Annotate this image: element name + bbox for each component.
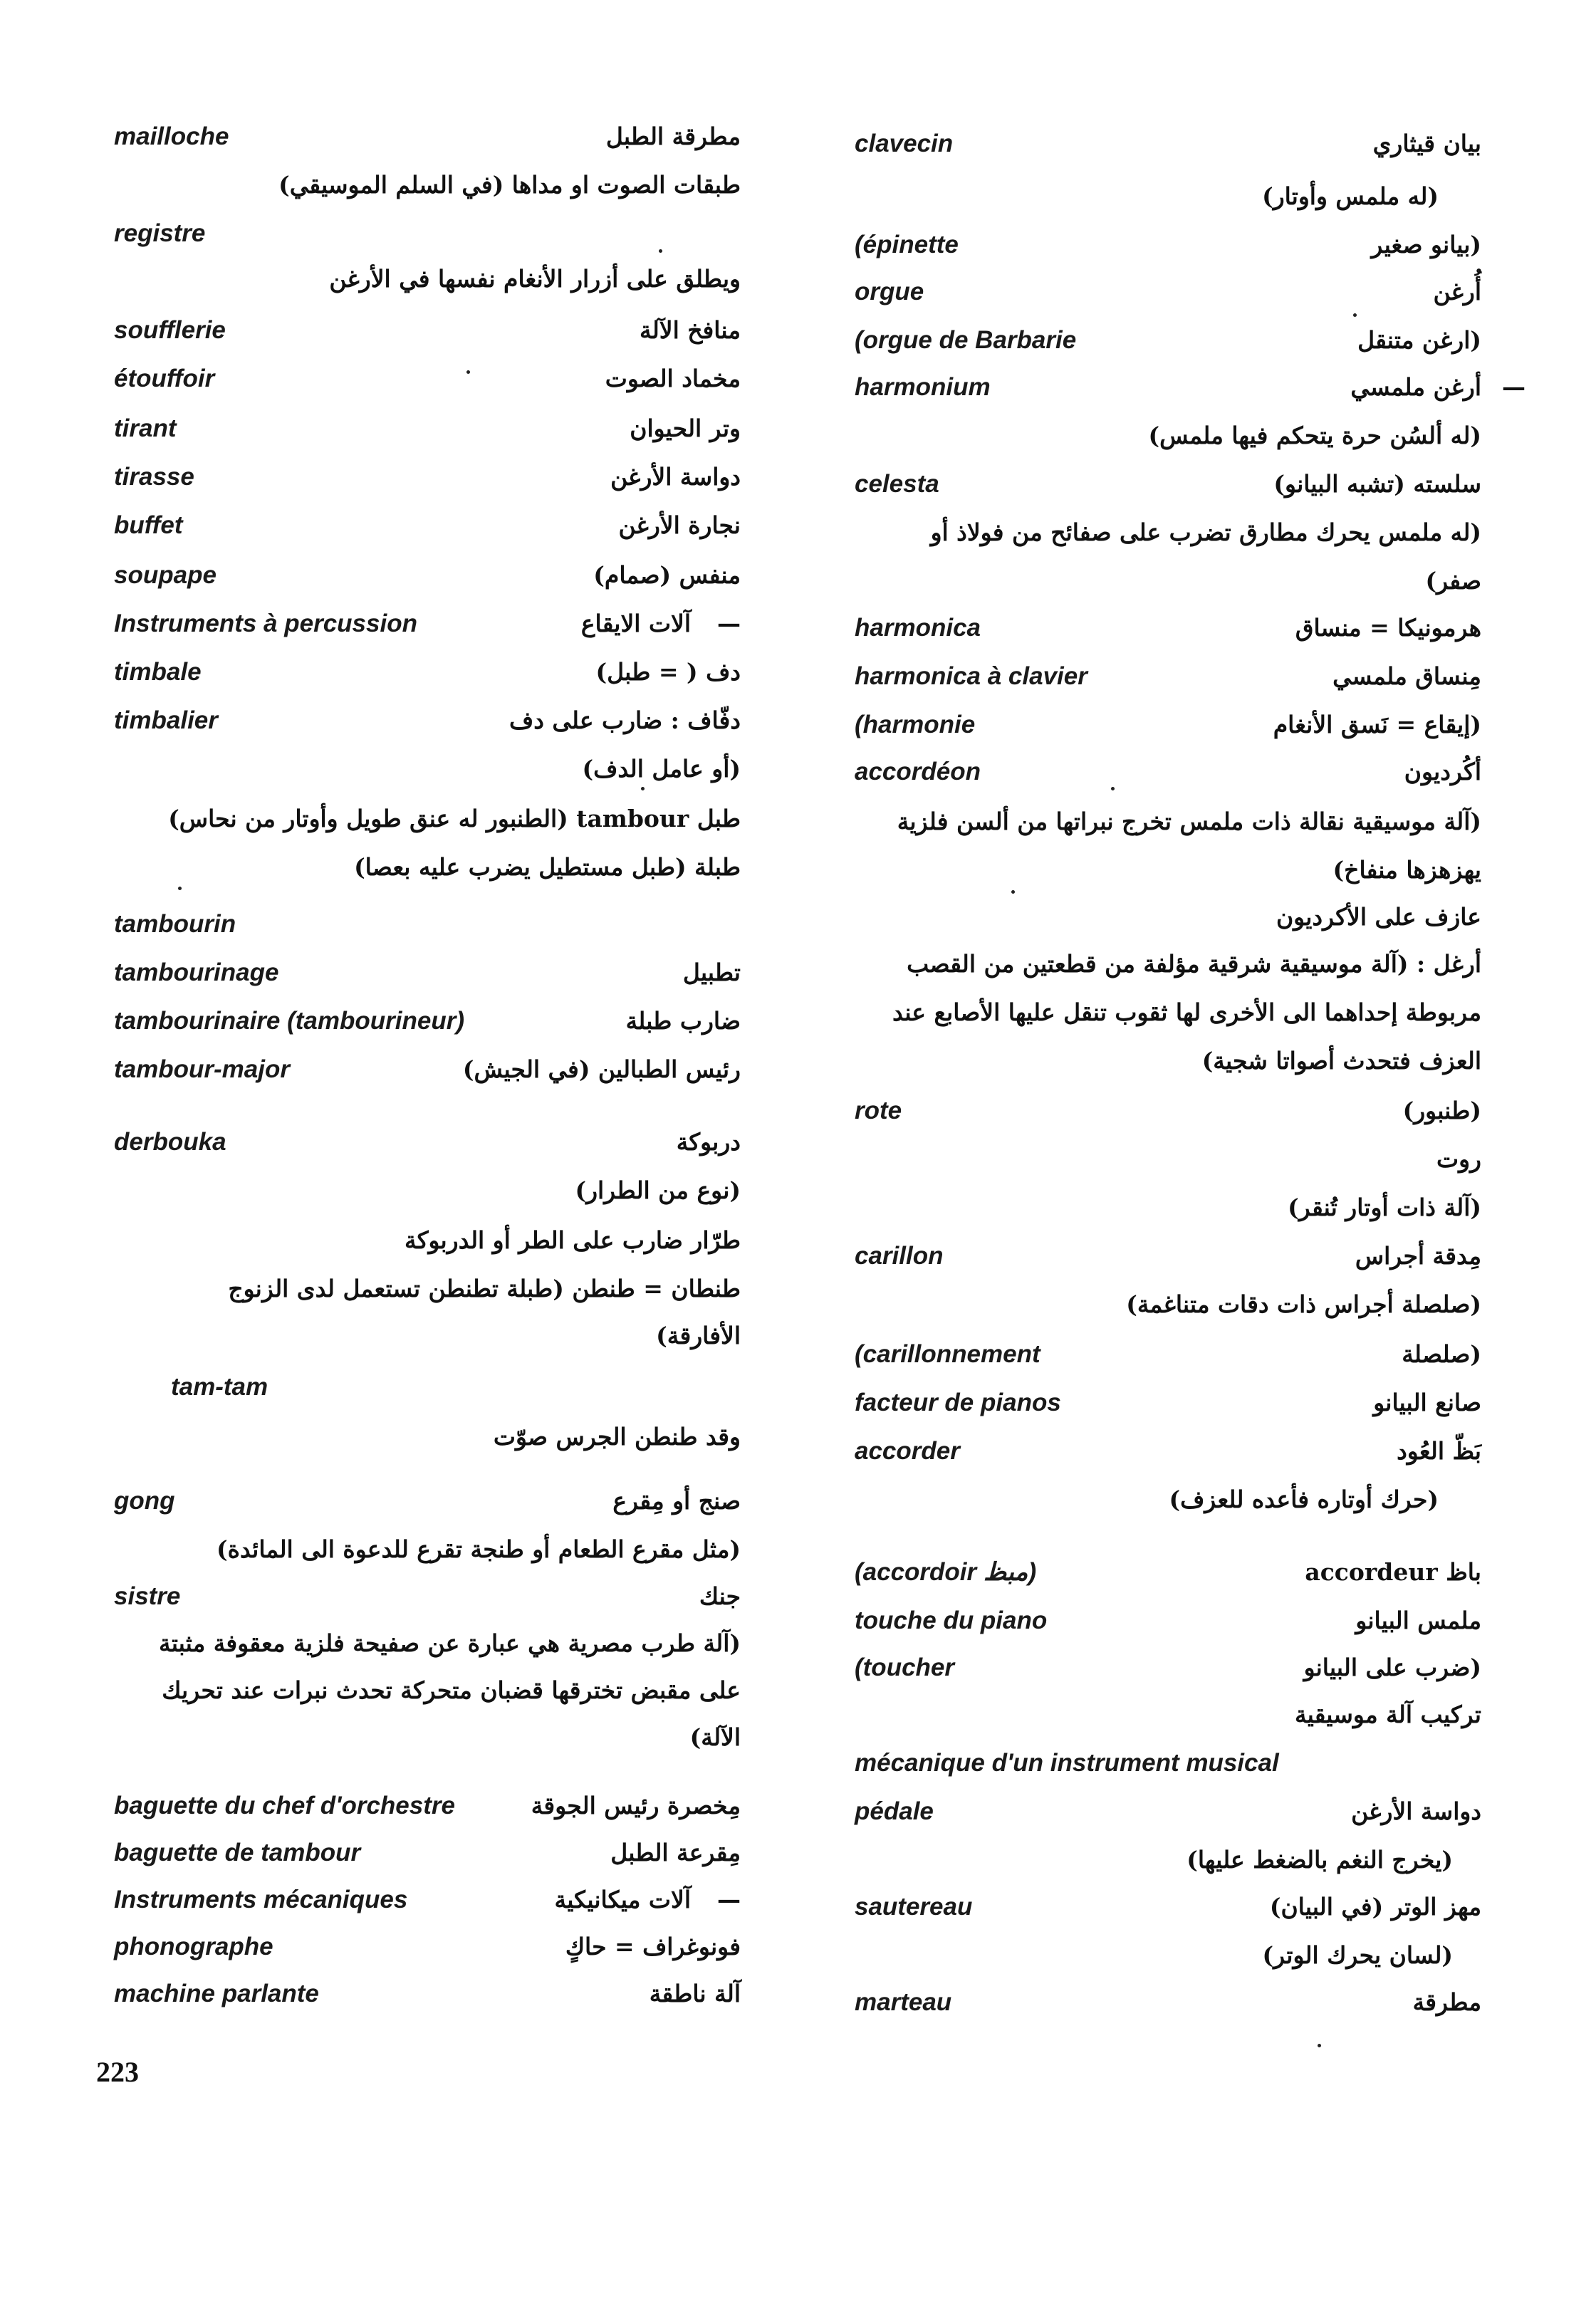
arabic-gloss: صفر) [1425,567,1481,595]
arabic-term: مِخصرة رئيس الجوقة [531,1792,741,1819]
arabic-term: صنج أو مِقرع [612,1487,741,1515]
arabic-term: منافخ الآلة [640,316,741,344]
arabic-gloss: على مقبض تخترقها قضبان متحركة تحدث نبرات عند تحريك [162,1676,741,1704]
french-term: mécanique d'un instrument musical [855,1749,1279,1777]
french-term: Instruments mécaniques [114,1886,408,1913]
arabic-gloss: (له ألسُن حرة يتحكم فيها ملمس) [1148,422,1481,449]
french-term: pédale [855,1797,934,1825]
french-term: tirasse [114,463,194,491]
arabic-term: دواسة الأرغن [610,463,741,491]
arabic-term: جنك [699,1582,741,1610]
french-term: machine parlante [114,1980,319,2007]
arabic-gloss: طنطان = طنطن (طبلة تطنطن تستعمل لدى الزنوج [228,1275,741,1302]
french-term: mailloche [114,122,229,150]
arabic-gloss: (نوع من الطرار) [575,1176,741,1204]
arabic-gloss: (آلة ذات أوتار تُنقر) [1288,1194,1481,1221]
arabic-term: سلسته (تشبه البيانو) [1273,470,1481,498]
french-term: (orgue de Barbarie [855,326,1077,354]
scan-speck [641,787,645,790]
arabic-gloss: عازف على الأكرديون [1276,903,1481,931]
french-term: sistre [114,1582,181,1610]
arabic-term: (ارغن متنقل [1357,326,1481,354]
scan-speck [466,370,470,374]
french-term: (harmonie [855,711,976,738]
arabic-term: مخماد الصوت [605,365,741,392]
arabic-term: مهز الوتر (في البيان) [1269,1893,1481,1921]
arabic-term: (طنبور) [1402,1097,1481,1124]
french-term: tirant [114,414,177,442]
arabic-gloss: (أو عامل الدف) [582,755,741,783]
french-term: timbale [114,658,202,686]
french-term: touche du piano [855,1607,1048,1634]
arabic-gloss: (آلة طرب مصرية هي عبارة عن صفيحة فلزية معقوفة مثبتة [159,1629,741,1657]
french-term: tambour-major [114,1055,290,1083]
arabic-gloss: (حرك أوتاره فأعده للعزف) [1169,1485,1439,1513]
french-term: timbalier [114,706,218,734]
arabic-term: دواسة الأرغن [1351,1797,1481,1825]
arabic-gloss: (يخرج النغم بالضغط عليها) [1186,1846,1453,1874]
french-term: derbouka [114,1128,226,1156]
arabic-term: دربوكة [676,1128,741,1156]
french-term: rote [855,1097,902,1124]
french-term: registre [114,219,206,247]
arabic-term: منفس (صمام) [593,561,741,589]
arabic-term: مِقرعة الطبل [610,1839,741,1866]
arabic-term: بيان قيثاري [1372,130,1481,157]
arabic-gloss: طبقات الصوت او مداها (في السلم الموسيقي) [278,171,741,199]
arabic-term: تطبيل [682,959,741,986]
french-term: accordéon [855,758,981,785]
right-column [855,121,1525,2058]
french-term: harmonica à clavier [855,662,1088,690]
french-term: celesta [855,470,939,498]
arabic-term: مِنساق ملمسي [1332,662,1481,690]
left-column [114,121,741,2058]
french-term: sautereau [855,1893,973,1921]
french-term: carillon [855,1242,944,1270]
arabic-term: أكُرديون [1404,758,1481,785]
arabic-term: آلات ميكانيكية [554,1886,691,1913]
french-term: clavecin [855,130,954,157]
arabic-term: هرمونيكا = منساق [1295,614,1481,642]
arabic-term: رئيس الطبالين (في الجيش) [462,1055,741,1083]
arabic-term: بَظّ العُود [1397,1437,1481,1465]
arabic-term: آلة ناطقة [649,1980,741,2007]
arabic-term: وتر الحيوان [630,414,741,442]
arabic-term: (ضرب على البيانو [1303,1654,1481,1681]
arabic-gloss: روت [1436,1145,1481,1173]
french-term: (accordoir مبظ) [855,1558,1037,1586]
scan-speck [659,249,662,253]
arabic-term: ضارب طبلة [625,1007,741,1035]
arabic-gloss: الآلة) [689,1723,741,1751]
french-term: gong [114,1487,175,1515]
arabic-term: (صلصلة [1402,1340,1481,1368]
french-term: marteau [855,1988,952,2016]
arabic-term: نجارة الأرغن [618,511,741,539]
french-term: harmonica [855,614,981,642]
arabic-term: دفّاف : ضارب على دف [509,706,741,734]
arabic-gloss: أرغل : (آلة موسيقية شرقية مؤلفة من قطعتين من القصب [907,950,1481,978]
arabic-term: (بيانو صغير [1371,231,1481,258]
french-term: orgue [855,278,924,306]
french-term: baguette de tambour [114,1839,361,1866]
arabic-gloss: (لسان يحرك الوتر) [1262,1941,1453,1969]
arabic-gloss: طبلة (طبل مستطيل يضرب عليه بعصا) [354,853,741,881]
arabic-term: (إيقاع = نَسق الأنغام [1273,711,1481,738]
section-dash: — [1502,373,1525,401]
arabic-gloss: ويطلق على أزرار الأنغام نفسها في الأرغن [329,265,741,293]
arabic-term: أُرغن [1433,278,1481,306]
french-term: (toucher [855,1654,954,1681]
arabic-term: ملمس البيانو [1355,1607,1481,1634]
french-term: (carillonnement [855,1340,1040,1368]
arabic-term: مِدقة أجراس [1355,1242,1481,1270]
arabic-term: دف ( = طبل) [595,658,741,686]
arabic-gloss: (مثل مقرع الطعام أو طنجة تقرع للدعوة الى المائدة) [216,1535,741,1563]
arabic-gloss: تركيب آلة موسيقية [1294,1701,1481,1728]
french-term: tambourinaire (tambourineur) [114,1007,464,1035]
arabic-gloss: (آلة موسيقية نقالة ذات ملمس تخرج نبراتها من ألسن فلزية [897,808,1481,835]
scan-speck [178,887,182,890]
arabic-term: أرغن ملمسي [1350,373,1481,401]
french-term: Instruments à percussion [114,610,417,637]
french-term: harmonium [855,373,991,401]
scan-speck [1111,787,1115,790]
arabic-gloss: يهزهزها منفاخ) [1332,856,1481,884]
arabic-gloss: (له ملمس وأوتار) [1262,182,1439,210]
arabic-gloss: وقد طنطن الجرس صوّت [493,1423,741,1451]
scan-speck [1011,890,1015,894]
french-term: tambourinage [114,959,279,986]
arabic-gloss: (صلصلة أجراس ذات دقات متناغمة) [1126,1290,1481,1318]
french-term: soupape [114,561,217,589]
arabic-term: باظ accordeur [1305,1558,1481,1586]
arabic-gloss: (له ملمس يحرك مطارق تضرب على صفائح من فولاذ أو [930,518,1481,546]
french-term: accorder [855,1437,960,1465]
section-dash: — [717,610,741,637]
french-term: (épinette [855,231,959,258]
arabic-term: فونوغراف = حاكٍ [565,1933,741,1960]
french-term: buffet [114,511,183,539]
arabic-gloss: الأفارقة) [656,1322,741,1349]
arabic-term: صانع البيانو [1373,1389,1481,1416]
scan-speck [1318,2044,1321,2047]
french-term: facteur de pianos [855,1389,1061,1416]
arabic-term: مطرقة الطبل [605,122,741,150]
french-term: baguette du chef d'orchestre [114,1792,455,1819]
arabic-gloss: طرّار ضارب على الطر أو الدربوكة [405,1226,741,1254]
arabic-term: مطرقة [1412,1988,1481,2016]
arabic-term: آلات الايقاع [580,610,691,637]
arabic-gloss: العزف فتحدث أصواتا شجية) [1201,1047,1481,1075]
arabic-gloss: طبل tambour (الطنبور له عنق طويل وأوتار من نحاس) [168,805,741,832]
french-term: tambourin [114,910,236,938]
section-dash: — [717,1886,741,1913]
french-term: tam-tam [171,1373,268,1401]
french-term: soufflerie [114,316,226,344]
french-term: étouffoir [114,365,215,392]
french-term: phonographe [114,1933,273,1960]
page-number: 223 [96,2056,139,2088]
scan-speck [1353,313,1357,317]
arabic-gloss: مربوطة إحداهما الى الأخرى لها ثقوب تنقل عليها الأصابع عند [892,998,1481,1026]
